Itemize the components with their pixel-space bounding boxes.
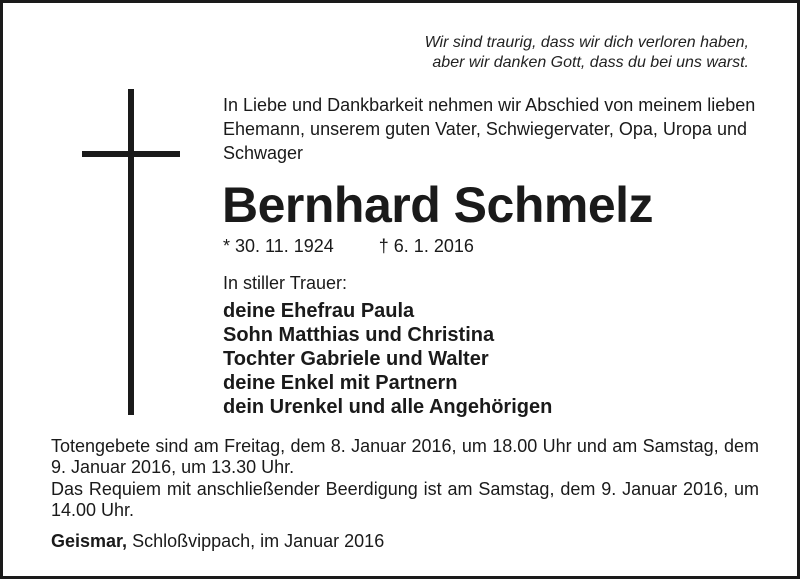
mourner-item: deine Enkel mit Partnern — [223, 372, 458, 394]
quote — [329, 33, 749, 73]
quote-line: Wir sind traurig, dass wir dich verloren haben, — [424, 34, 749, 51]
birth-date: * 30. 11. 1924 — [223, 236, 334, 256]
quote-line: aber wir danken Gott, dass du bei uns warst. — [432, 54, 749, 71]
intro-text: In Liebe und Dankbarkeit nehmen wir Abschied von meinem lieben Ehemann, unserem guten Vater, Schwiegervater, Opa, Uropa und Schwager — [223, 95, 756, 163]
death-date: † 6. 1. 2016 — [378, 236, 474, 256]
mourner-item: Sohn Matthias und Christina — [223, 324, 495, 346]
mourner-item: Tochter Gabriele und Walter — [223, 348, 489, 370]
footer-place: Geismar, — [51, 531, 128, 551]
mourners-list — [223, 299, 552, 419]
footer-signature — [51, 530, 384, 552]
life-dates — [223, 235, 474, 257]
cross-vertical-bar — [128, 89, 134, 415]
mourning-label: In stiller Trauer: — [223, 273, 348, 293]
mourner-item: deine Ehefrau Paula — [223, 300, 415, 322]
deceased-name: Bernhard Schmelz — [222, 177, 654, 233]
mourner-item: dein Urenkel und alle Angehörigen — [223, 396, 553, 418]
requiem-notice: Das Requiem mit anschließender Beerdigung ist am Samstag, dem 9. Januar 2016, um 14.00 Uhr. — [51, 479, 759, 520]
prayers-notice: Totengebete sind am Freitag, dem 8. Januar 2016, um 18.00 Uhr und am Samstag, dem 9. Januar 2016, um 13.30 Uhr. — [51, 436, 759, 477]
cross-horizontal-bar — [82, 151, 180, 157]
footer-rest: Schloßvippach, im Januar 2016 — [127, 531, 385, 551]
